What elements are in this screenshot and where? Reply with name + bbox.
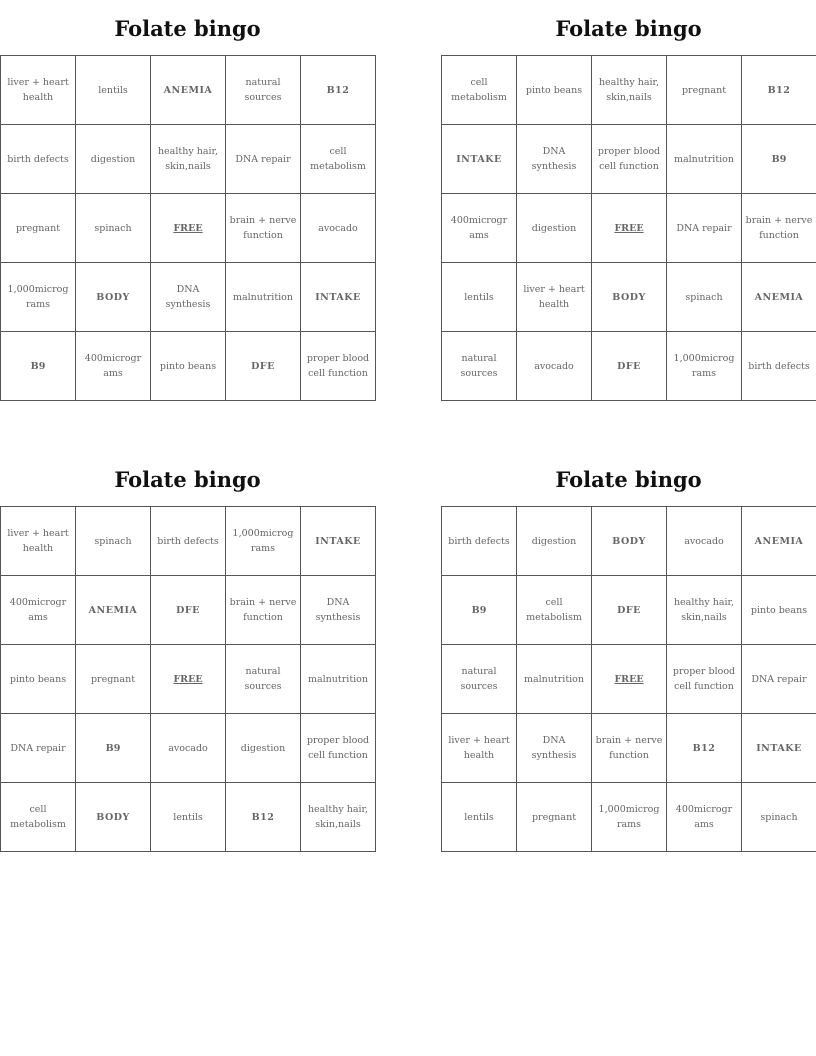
card-title: Folate bingo bbox=[555, 16, 702, 41]
bingo-row bbox=[1, 194, 376, 263]
bingo-cell: pregnant bbox=[667, 56, 742, 125]
bingo-cell: DFE bbox=[151, 576, 226, 645]
bingo-cell: BODY bbox=[592, 507, 667, 576]
bingo-row bbox=[442, 507, 816, 576]
bingo-row bbox=[1, 125, 376, 194]
bingo-cell: INTAKE bbox=[742, 714, 816, 783]
bingo-cell: DNA repair bbox=[1, 714, 76, 783]
free-space-cell: FREE bbox=[592, 194, 667, 263]
free-space-cell: FREE bbox=[151, 645, 226, 714]
card-title: Folate bingo bbox=[114, 467, 261, 492]
bingo-row bbox=[442, 783, 816, 852]
bingo-cell: avocado bbox=[301, 194, 376, 263]
card-title: Folate bingo bbox=[114, 16, 261, 41]
bingo-cell: B9 bbox=[1, 332, 76, 401]
bingo-cell: pregnant bbox=[1, 194, 76, 263]
bingo-cell: cell metabolism bbox=[517, 576, 592, 645]
bingo-cell: pregnant bbox=[76, 645, 151, 714]
bingo-cell: B12 bbox=[742, 56, 816, 125]
bingo-cell: liver + heart health bbox=[442, 714, 517, 783]
bingo-cell: natural sources bbox=[442, 332, 517, 401]
bingo-cell: spinach bbox=[76, 194, 151, 263]
bingo-row bbox=[442, 263, 816, 332]
bingo-cell: birth defects bbox=[742, 332, 816, 401]
bingo-cell: B9 bbox=[442, 576, 517, 645]
bingo-cell: DNA synthesis bbox=[151, 263, 226, 332]
bingo-cell: liver + heart health bbox=[1, 56, 76, 125]
bingo-cell: 400microgr ams bbox=[667, 783, 742, 852]
bingo-cell: ANEMIA bbox=[742, 507, 816, 576]
bingo-cell: healthy hair, skin,nails bbox=[151, 125, 226, 194]
bingo-cell: lentils bbox=[76, 56, 151, 125]
bingo-cell: cell metabolism bbox=[442, 56, 517, 125]
bingo-cell: INTAKE bbox=[301, 263, 376, 332]
bingo-cell: brain + nerve function bbox=[226, 576, 301, 645]
bingo-cell: avocado bbox=[151, 714, 226, 783]
bingo-cell: 1,000microg rams bbox=[226, 507, 301, 576]
bingo-cell: ANEMIA bbox=[76, 576, 151, 645]
bingo-row bbox=[1, 332, 376, 401]
bingo-cell: proper blood cell function bbox=[301, 714, 376, 783]
bingo-cell: healthy hair, skin,nails bbox=[301, 783, 376, 852]
bingo-cell: lentils bbox=[442, 783, 517, 852]
bingo-cell: malnutrition bbox=[301, 645, 376, 714]
bingo-cell: DNA repair bbox=[667, 194, 742, 263]
bingo-cell: healthy hair, skin,nails bbox=[667, 576, 742, 645]
bingo-row bbox=[1, 645, 376, 714]
bingo-row bbox=[442, 576, 816, 645]
bingo-cell: brain + nerve function bbox=[226, 194, 301, 263]
bingo-row bbox=[1, 576, 376, 645]
bingo-cell: pinto beans bbox=[517, 56, 592, 125]
bingo-cell: DNA repair bbox=[226, 125, 301, 194]
bingo-cell: DNA repair bbox=[742, 645, 816, 714]
bingo-cell: DFE bbox=[592, 332, 667, 401]
free-space-cell: FREE bbox=[592, 645, 667, 714]
bingo-row bbox=[442, 332, 816, 401]
bingo-cell: natural sources bbox=[226, 56, 301, 125]
bingo-cell: 400microgr ams bbox=[76, 332, 151, 401]
bingo-cell: INTAKE bbox=[442, 125, 517, 194]
bingo-row bbox=[442, 645, 816, 714]
bingo-cell: 400microgr ams bbox=[1, 576, 76, 645]
bingo-cell: natural sources bbox=[226, 645, 301, 714]
bingo-cell: birth defects bbox=[442, 507, 517, 576]
bingo-cell: INTAKE bbox=[301, 507, 376, 576]
bingo-cell: pinto beans bbox=[742, 576, 816, 645]
bingo-cell: DNA synthesis bbox=[517, 714, 592, 783]
bingo-cell: pregnant bbox=[517, 783, 592, 852]
bingo-cell: birth defects bbox=[151, 507, 226, 576]
bingo-row bbox=[442, 125, 816, 194]
bingo-cell: proper blood cell function bbox=[592, 125, 667, 194]
bingo-cell: malnutrition bbox=[517, 645, 592, 714]
bingo-cell: DFE bbox=[226, 332, 301, 401]
bingo-cell: 1,000microg rams bbox=[1, 263, 76, 332]
bingo-row bbox=[442, 194, 816, 263]
bingo-cell: B12 bbox=[226, 783, 301, 852]
bingo-cell: 1,000microg rams bbox=[592, 783, 667, 852]
bingo-cell: pinto beans bbox=[1, 645, 76, 714]
bingo-cell: B9 bbox=[742, 125, 816, 194]
bingo-cell: ANEMIA bbox=[151, 56, 226, 125]
bingo-cell: proper blood cell function bbox=[301, 332, 376, 401]
bingo-cell: 1,000microg rams bbox=[667, 332, 742, 401]
bingo-cell: avocado bbox=[517, 332, 592, 401]
bingo-cell: DFE bbox=[592, 576, 667, 645]
bingo-cell: liver + heart health bbox=[517, 263, 592, 332]
bingo-cell: natural sources bbox=[442, 645, 517, 714]
bingo-cell: brain + nerve function bbox=[592, 714, 667, 783]
bingo-cell: malnutrition bbox=[226, 263, 301, 332]
bingo-cell: digestion bbox=[76, 125, 151, 194]
bingo-cell: lentils bbox=[442, 263, 517, 332]
bingo-cell: B12 bbox=[667, 714, 742, 783]
bingo-cell: proper blood cell function bbox=[667, 645, 742, 714]
card-title: Folate bingo bbox=[555, 467, 702, 492]
bingo-cell: spinach bbox=[742, 783, 816, 852]
bingo-row bbox=[1, 783, 376, 852]
bingo-cell: digestion bbox=[517, 507, 592, 576]
bingo-cell: pinto beans bbox=[151, 332, 226, 401]
bingo-cell: cell metabolism bbox=[1, 783, 76, 852]
bingo-cell: cell metabolism bbox=[301, 125, 376, 194]
bingo-cell: B12 bbox=[301, 56, 376, 125]
bingo-row bbox=[442, 56, 816, 125]
bingo-cell: spinach bbox=[667, 263, 742, 332]
bingo-cell: birth defects bbox=[1, 125, 76, 194]
bingo-cell: DNA synthesis bbox=[301, 576, 376, 645]
bingo-cell: B9 bbox=[76, 714, 151, 783]
bingo-cell: digestion bbox=[226, 714, 301, 783]
bingo-cell: DNA synthesis bbox=[517, 125, 592, 194]
bingo-cell: ANEMIA bbox=[742, 263, 816, 332]
free-space-cell: FREE bbox=[151, 194, 226, 263]
bingo-cell: lentils bbox=[151, 783, 226, 852]
bingo-row bbox=[1, 56, 376, 125]
bingo-cell: spinach bbox=[76, 507, 151, 576]
bingo-row bbox=[1, 714, 376, 783]
bingo-cell: avocado bbox=[667, 507, 742, 576]
bingo-row bbox=[1, 263, 376, 332]
bingo-grid bbox=[0, 506, 376, 852]
bingo-cell: brain + nerve function bbox=[742, 194, 816, 263]
bingo-cell: 400microgr ams bbox=[442, 194, 517, 263]
bingo-cell: BODY bbox=[76, 263, 151, 332]
bingo-cell: digestion bbox=[517, 194, 592, 263]
bingo-row bbox=[442, 714, 816, 783]
bingo-cell: malnutrition bbox=[667, 125, 742, 194]
bingo-grid bbox=[0, 55, 376, 401]
bingo-grid bbox=[441, 55, 816, 401]
bingo-cell: BODY bbox=[76, 783, 151, 852]
bingo-cell: liver + heart health bbox=[1, 507, 76, 576]
bingo-row bbox=[1, 507, 376, 576]
bingo-grid bbox=[441, 506, 816, 852]
bingo-cell: BODY bbox=[592, 263, 667, 332]
bingo-cell: healthy hair, skin,nails bbox=[592, 56, 667, 125]
